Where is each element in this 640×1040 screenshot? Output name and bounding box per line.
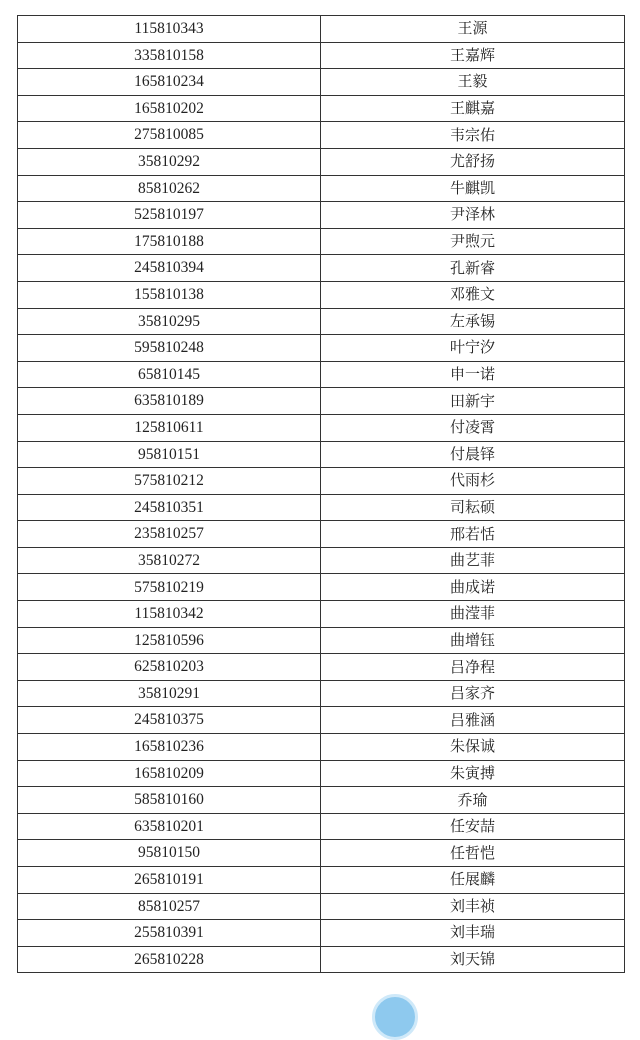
student-id-cell: 95810150 [18,840,321,867]
student-name-cell: 任安喆 [321,813,625,840]
table-row [18,574,625,601]
student-name-cell: 田新宇 [321,388,625,415]
student-id-cell: 245810394 [18,255,321,282]
table-row [18,840,625,867]
table-row [18,42,625,69]
student-id-cell: 175810188 [18,228,321,255]
student-id-cell: 125810596 [18,627,321,654]
student-id-cell: 525810197 [18,202,321,229]
student-name-cell: 王麒嘉 [321,95,625,122]
student-name-cell: 刘丰祯 [321,893,625,920]
student-name-cell: 吕净程 [321,654,625,681]
student-name-cell: 曲滢菲 [321,601,625,628]
table-row [18,441,625,468]
table-row [18,308,625,335]
student-name-cell: 申一诺 [321,361,625,388]
student-name-cell: 尹泽林 [321,202,625,229]
table-row [18,281,625,308]
roster-table [17,15,625,973]
student-id-cell: 245810375 [18,707,321,734]
student-id-cell: 95810151 [18,441,321,468]
student-name-cell: 曲成诺 [321,574,625,601]
table-row [18,16,625,43]
student-name-cell: 任展麟 [321,867,625,894]
table-row [18,627,625,654]
student-id-cell: 35810272 [18,547,321,574]
table-row [18,734,625,761]
student-name-cell: 朱寅搏 [321,760,625,787]
student-name-cell: 朱保诚 [321,734,625,761]
student-id-cell: 575810219 [18,574,321,601]
student-id-cell: 165810209 [18,760,321,787]
table-row [18,335,625,362]
student-id-cell: 85810262 [18,175,321,202]
student-id-cell: 625810203 [18,654,321,681]
student-name-cell: 付凌霄 [321,414,625,441]
student-id-cell: 125810611 [18,414,321,441]
student-id-cell: 275810085 [18,122,321,149]
student-id-cell: 165810234 [18,69,321,96]
student-name-cell: 孔新睿 [321,255,625,282]
roster-table-body [18,16,625,973]
student-name-cell: 刘丰瑞 [321,920,625,947]
student-id-cell: 235810257 [18,521,321,548]
table-row [18,946,625,973]
table-row [18,95,625,122]
student-name-cell: 牛麒凯 [321,175,625,202]
table-row [18,361,625,388]
table-row [18,388,625,415]
table-row [18,148,625,175]
table-row [18,69,625,96]
table-row [18,680,625,707]
student-name-cell: 尤舒扬 [321,148,625,175]
student-id-cell: 35810295 [18,308,321,335]
floating-action-icon[interactable] [372,994,418,1040]
student-id-cell: 35810291 [18,680,321,707]
table-row [18,813,625,840]
student-id-cell: 115810343 [18,16,321,43]
student-id-cell: 635810201 [18,813,321,840]
table-row [18,494,625,521]
student-id-cell: 165810202 [18,95,321,122]
table-row [18,760,625,787]
table-row [18,787,625,814]
student-name-cell: 司耘硕 [321,494,625,521]
table-row [18,521,625,548]
student-id-cell: 245810351 [18,494,321,521]
table-row [18,202,625,229]
table-row [18,468,625,495]
student-name-cell: 曲艺菲 [321,547,625,574]
student-name-cell: 尹煦元 [321,228,625,255]
student-name-cell: 王毅 [321,69,625,96]
student-id-cell: 85810257 [18,893,321,920]
student-id-cell: 575810212 [18,468,321,495]
student-id-cell: 65810145 [18,361,321,388]
table-row [18,175,625,202]
student-name-cell: 曲增钰 [321,627,625,654]
student-id-cell: 165810236 [18,734,321,761]
student-name-cell: 刘天锦 [321,946,625,973]
student-name-cell: 任哲恺 [321,840,625,867]
student-id-cell: 255810391 [18,920,321,947]
table-row [18,601,625,628]
table-row [18,228,625,255]
student-id-cell: 265810228 [18,946,321,973]
student-name-cell: 乔瑜 [321,787,625,814]
table-row [18,654,625,681]
student-name-cell: 付晨铎 [321,441,625,468]
table-row [18,920,625,947]
student-name-cell: 邢若恬 [321,521,625,548]
student-name-cell: 吕家齐 [321,680,625,707]
student-id-cell: 115810342 [18,601,321,628]
student-id-cell: 265810191 [18,867,321,894]
student-name-cell: 吕雅涵 [321,707,625,734]
student-name-cell: 韦宗佑 [321,122,625,149]
student-name-cell: 叶宁汐 [321,335,625,362]
student-id-cell: 155810138 [18,281,321,308]
table-row [18,867,625,894]
table-row [18,414,625,441]
student-name-cell: 王源 [321,16,625,43]
table-row [18,547,625,574]
student-id-cell: 585810160 [18,787,321,814]
student-name-cell: 左承锡 [321,308,625,335]
student-id-cell: 35810292 [18,148,321,175]
table-row [18,893,625,920]
table-row [18,255,625,282]
student-id-cell: 335810158 [18,42,321,69]
table-row [18,122,625,149]
table-row [18,707,625,734]
student-id-cell: 595810248 [18,335,321,362]
student-name-cell: 代雨杉 [321,468,625,495]
student-name-cell: 王嘉辉 [321,42,625,69]
student-id-cell: 635810189 [18,388,321,415]
student-name-cell: 邓雅文 [321,281,625,308]
